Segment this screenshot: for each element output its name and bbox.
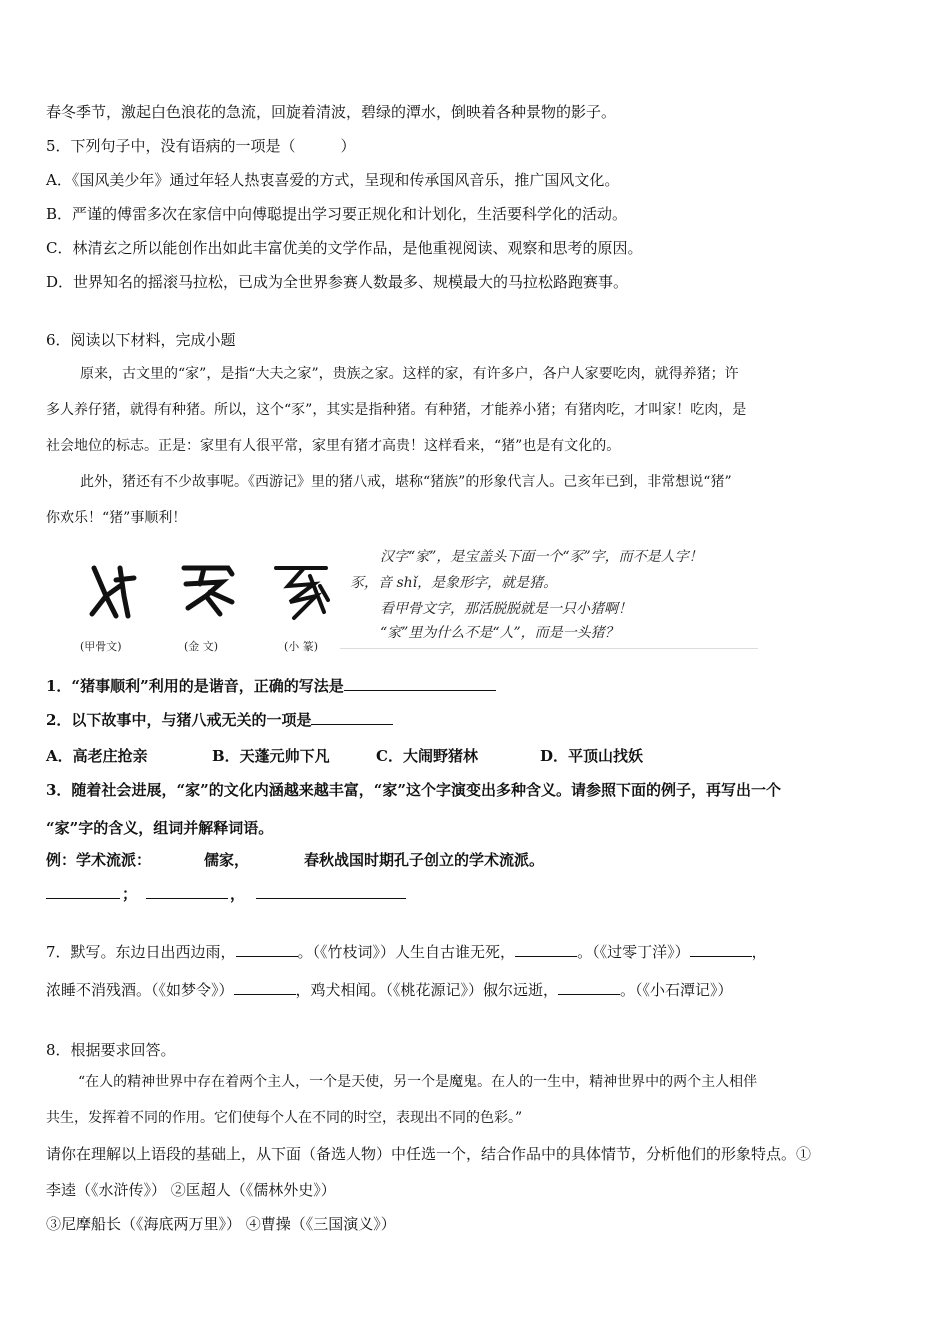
q6-passage-p1-line1: 原来，古文里的“家”，是指“大夫之家”，贵族之家。这样的家，有许多户，各户人家要吃肉，就得养猪；许 [80, 366, 739, 382]
q5-option-d: D．世界知名的摇滚马拉松，已成为全世界参赛人数最多、规模最大的马拉松路跑赛事。 [46, 273, 629, 291]
q7-line1-part4: ， [751, 943, 767, 961]
q6-sub2-option-d[interactable]: D．平顶山找妖 [540, 747, 644, 765]
q7-blank-5[interactable] [558, 980, 620, 995]
q6-sub2-option-c[interactable]: C．大闹野猪林 [376, 747, 478, 765]
example-explanation: 春秋战国时期孔子创立的学术流派。 [304, 851, 545, 869]
figure-note-3: 看甲骨文字，那活脱脱就是一只小猪啊！ [380, 601, 632, 617]
q6-sub3-line2: “家”字的含义，组词并解释词语。 [46, 819, 274, 837]
small-seal-label: (小 篆) [284, 640, 319, 653]
q6-sub2-option-b[interactable]: B．天蓬元帅下凡 [212, 747, 330, 765]
q7-blank-3[interactable] [690, 942, 752, 957]
figure-divider [340, 648, 758, 649]
q7-blank-4[interactable] [234, 980, 296, 995]
q7-line2-part1: 浓睡不消残酒。（《如梦令》） [46, 981, 234, 999]
q6-sub1-answer-blank[interactable] [344, 676, 496, 691]
q7-blank-2[interactable] [515, 942, 577, 957]
figure-note-1: 汉字“家”，是宝盖头下面一个“豕”字，而不是人字！ [380, 549, 703, 565]
separator-comma: ， [230, 885, 246, 903]
q6-sub2-text: 2．以下故事中，与猪八戒无关的一项是 [46, 711, 312, 729]
q7-blank-1[interactable] [236, 942, 298, 957]
q5-option-a: A．《国风美少年》通过年轻人热衷喜爱的方式，呈现和传承国风音乐，推广国风文化。 [46, 171, 620, 189]
q8-task-line2: 李逵（《水浒传》） ②匡超人（《儒林外史》） [46, 1181, 336, 1199]
q6-passage-p2-line2: 你欢乐！“猪”事顺利！ [46, 510, 187, 526]
oracle-bone-glyph-icon [76, 556, 156, 626]
meaning-answer-blank[interactable] [46, 884, 120, 899]
q7-line1 [46, 942, 767, 962]
q5-option-c: C．林清玄之所以能创作出如此丰富优美的文学作品，是他重视阅读、观察和思考的原因。 [46, 239, 643, 257]
q8-stem: 8．根据要求回答。 [46, 1041, 176, 1059]
q6-passage-p2-line1: 此外，猪还有不少故事呢。《西游记》里的猪八戒，堪称“猪族”的形象代言人。己亥年已到，非常想说“猪” [80, 474, 732, 490]
q7-line1-part2: 。（《竹枝词》）人生自古谁无死， [297, 943, 516, 961]
q6-sub2-answer-blank[interactable] [311, 710, 393, 725]
word-answer-blank[interactable] [146, 884, 228, 899]
separator-semicolon: ； [122, 885, 138, 903]
bronze-glyph-icon [170, 556, 250, 626]
q7-line1-part3: 。（《过零丁洋》） [577, 943, 690, 961]
figure-note-4: “家”里为什么不是“人”，而是一头猪？ [380, 625, 619, 641]
explanation-answer-blank[interactable] [256, 884, 406, 899]
q6-sub1-text: 1．“猪事顺利”利用的是谐音，正确的写法是 [46, 677, 344, 695]
q6-passage-p1-line2: 多人养仔猪，就得有种猪。所以，这个“豕”，其实是指种猪。有种猪，才能养小猪；有猪肉吃，才叫家！吃肉，是 [46, 402, 747, 418]
q5-option-b: B．严谨的傅雷多次在家信中向傅聪提出学习要正规化和计划化，生活要科学化的活动。 [46, 205, 628, 223]
q7-line2 [46, 980, 733, 1000]
q6-stem: 6．阅读以下材料，完成小题 [46, 331, 236, 349]
bronze-label: (金 文) [184, 640, 219, 653]
q6-passage-p1-line3: 社会地位的标志。正是：家里有人很平常，家里有猪才高贵！这样看来，“猪”也是有文化的。 [46, 438, 621, 454]
jia-character-figure [38, 546, 758, 654]
small-seal-glyph-icon [264, 556, 344, 626]
example-word: 儒家， [204, 851, 250, 869]
intro-line: 春冬季节，激起白色浪花的急流，回旋着清波，碧绿的潭水，倒映着各种景物的影子。 [46, 103, 617, 121]
example-label: 例：学术流派： [46, 851, 152, 869]
q7-line2-part3: 。（《小石潭记》） [620, 981, 733, 999]
q5-stem: 5．下列句子中，没有语病的一项是（ ） [46, 137, 356, 155]
q7-line1-part1: 7．默写。东边日出西边雨， [46, 943, 236, 961]
q8-quote-line1: “在人的精神世界中存在着两个主人，一个是天使，另一个是魔鬼。在人的一生中，精神世界中的两个主人相伴 [78, 1074, 758, 1090]
q6-sub2-option-a[interactable]: A．高老庄抢亲 [46, 747, 148, 765]
q7-line2-part2: ，鸡犬相闻。（《桃花源记》）俶尔远逝， [295, 981, 559, 999]
q6-sub2 [46, 710, 393, 730]
q8-task-line1: 请你在理解以上语段的基础上，从下面（备选人物）中任选一个，结合作品中的具体情节，分析他们的形象特点。① [46, 1145, 812, 1163]
q8-quote-line2: 共生，发挥着不同的作用。它们使每个人在不同的时空，表现出不同的色彩。” [46, 1110, 523, 1126]
q6-sub3-line1: 3．随着社会进展，“家”的文化内涵越来越丰富，“家”这个字演变出多种含义。请参照下面的例子，再写出一个 [46, 781, 781, 799]
q8-task-line3: ③尼摩船长（《海底两万里》） ④曹操（《三国演义》） [46, 1215, 396, 1233]
q6-sub1 [46, 676, 496, 696]
oracle-bone-label: (甲骨文) [80, 640, 122, 653]
figure-note-2: 豕，音 shǐ，是象形字，就是猪。 [350, 575, 558, 591]
